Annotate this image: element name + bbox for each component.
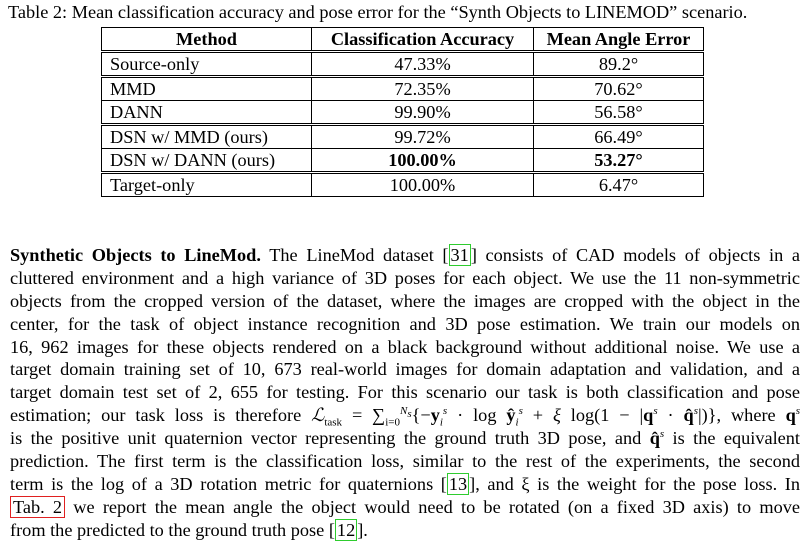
citation-link[interactable]: 31 xyxy=(450,245,469,265)
method-cell: MMD xyxy=(102,77,312,101)
text-line: 16, 962 images for these objects rendered on a black background without additional noise. We use a xyxy=(10,336,800,357)
paragraph-heading: Synthetic Objects to LineMod. xyxy=(10,245,261,265)
table-row xyxy=(102,101,704,125)
error-cell: 89.2° xyxy=(534,52,704,77)
loss-equation: ℒ$_{task}$ = $\sum_{i=0}^{N_s}\{-y_i^s \cdot \log$ $ŷ_i^s + \xi$ $\log(1 - |q^s$ · q̂$^s$|)} xyxy=(311,405,717,429)
error-cell: 56.58° xyxy=(534,101,704,125)
text: The LineMod dataset [ xyxy=(269,245,449,265)
method-cell: DSN w/ MMD (ours) xyxy=(102,125,312,149)
method-cell: Target-only xyxy=(102,173,312,197)
method-cell: DSN w/ DANN (ours) xyxy=(102,149,312,173)
accuracy-cell: 99.90% xyxy=(312,101,534,125)
table-row xyxy=(102,125,704,149)
error-cell: 66.49° xyxy=(534,125,704,149)
accuracy-cell: 47.33% xyxy=(312,52,534,77)
text-line: cluttered environment and a high variance of 3D poses for each object. We use the 11 non-symmetric xyxy=(10,267,800,288)
accuracy-cell: 72.35% xyxy=(312,77,534,101)
body-paragraph: Synthetic Objects to LineMod. The LineMod dataset [ 31 ] consists of CAD models of objects in a cluttered environment and a high variance of 3D poses for each object. We use the 11 non-symmetric objects from the cropped version of the dataset, where the images are cropped with the object in the center, for the task of object instance recognition and 3D pose estimation. We train our models on 16, 962 images for these objects rendered on a black background without additional noise. We use a target domain training set of 10, 673 real-world images for domain adaptation and validation, and a target domain test set of 2, 655 for testing. For this scenario our task is both classification and pose estimation; our task loss is therefore ℒ$_{task}$ = $\sum_{i=0}^{N_s}\{-y_i^s \cdot \log$ $ŷ_i^s + \xi$ $\log(1 - |q^s$ · q̂$^s$|)}, where $q^s$ is the positive unit quaternion vector representing the ground truth 3D pose, and q̂$^s$ is the equivalent prediction. The first term is the classification loss, similar to the rest of the experiments, the second term is the log of a 3D rotation metric for quaternions [ 13 ], and ξ is the weight for the pose loss. In Tab. 2 we report the mean angle the object would need to be rotated (on a fixed 3D axis) to move from the predicted to the ground truth pose [ 12 ]. xyxy=(10,245,801,540)
table-row xyxy=(102,149,704,173)
table-row xyxy=(102,77,704,101)
text: from the predicted to the ground truth pose [ xyxy=(10,519,335,540)
text-line: target domain test set of 2, 655 for testing. For this scenario our task is both classification and pose xyxy=(10,382,800,403)
error-cell: 53.27° xyxy=(534,149,704,173)
text: ], and ξ is the weight for the pose loss. In xyxy=(469,473,800,494)
accuracy-cell: 99.72% xyxy=(312,125,534,149)
error-cell: 6.47° xyxy=(534,173,704,197)
text-line: prediction. The first term is the classification loss, similar to the rest of the experiments, the second xyxy=(10,451,800,472)
citation-link[interactable]: 13 xyxy=(448,473,468,494)
error-cell: 70.62° xyxy=(534,77,704,101)
results-table xyxy=(101,27,704,197)
header-error: Mean Angle Error xyxy=(534,28,704,52)
header-accuracy: Classification Accuracy xyxy=(312,28,534,52)
method-cell: Source-only xyxy=(102,52,312,77)
text: term is the log of a 3D rotation metric for quaternions [ xyxy=(10,473,447,494)
text-line: objects from the cropped version of the dataset, where the images are cropped with the object in the xyxy=(10,290,800,311)
accuracy-cell: 100.00% xyxy=(312,173,534,197)
accuracy-cell: 100.00% xyxy=(312,149,534,173)
table-header-row xyxy=(102,28,704,52)
text: is the equivalent xyxy=(664,428,800,449)
text: ]. xyxy=(357,519,368,540)
text: , where xyxy=(716,405,786,426)
table-row xyxy=(102,52,704,77)
text: ] consists of CAD models of objects in a xyxy=(470,245,801,265)
method-cell: DANN xyxy=(102,101,312,125)
table-row xyxy=(102,173,704,197)
text-line: center, for the task of object instance recognition and 3D pose estimation. We train our models on xyxy=(10,313,800,334)
header-method: Method xyxy=(102,28,312,52)
citation-link[interactable]: 12 xyxy=(336,519,356,540)
text-line: target domain training set of 10, 673 real-world images for domain adaptation and validation, and a xyxy=(10,359,800,380)
text: is the positive unit quaternion vector representing the ground truth 3D pose, and xyxy=(10,428,650,449)
table-reference-link[interactable]: Tab. 2 xyxy=(10,496,65,518)
text: estimation; our task loss is therefore xyxy=(10,405,312,426)
table-caption: Table 2: Mean classification accuracy and pose error for the “Synth Objects to LINEMOD” scenario. xyxy=(8,2,748,22)
text: we report the mean angle the object would need to be rotated (on a fixed 3D axis) to move xyxy=(65,496,800,517)
